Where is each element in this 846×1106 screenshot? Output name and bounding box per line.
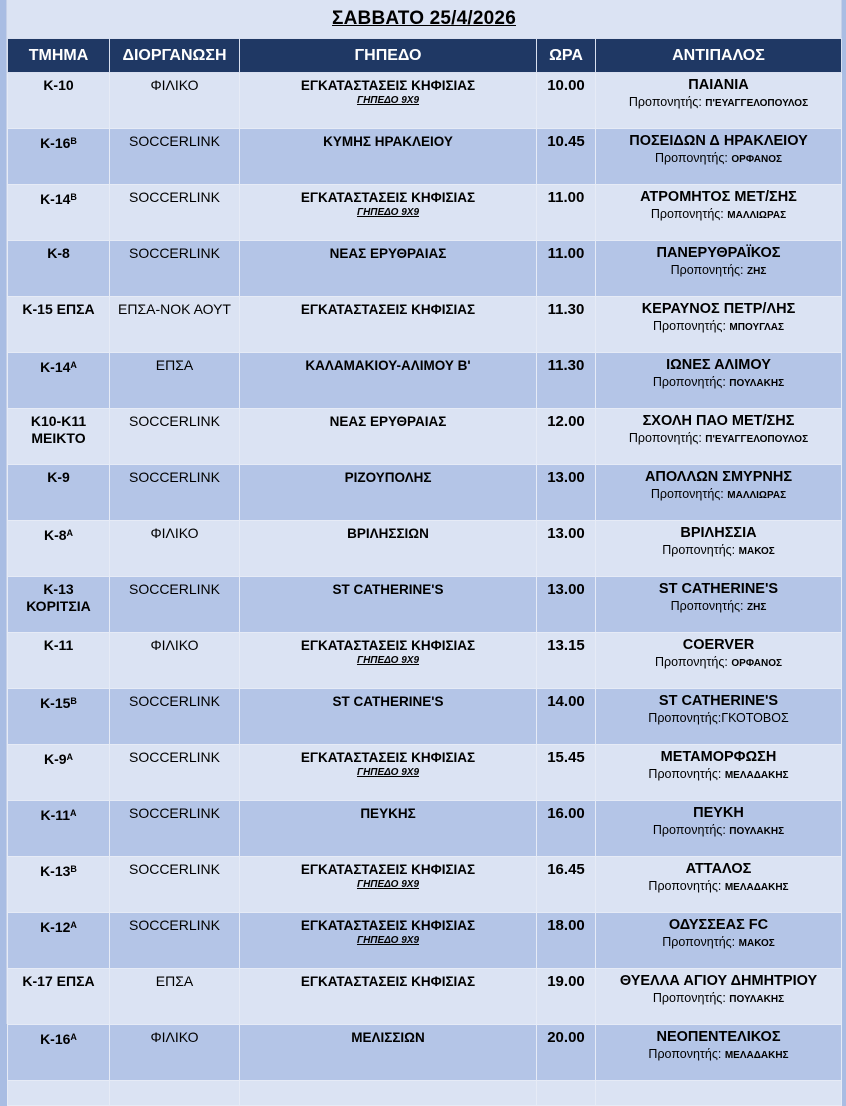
empty-cell <box>240 1081 537 1106</box>
cell-venue <box>240 73 537 129</box>
organization-name: SOCCERLINK <box>128 581 221 597</box>
coach-name: ΜΑΚΟΣ <box>738 938 775 949</box>
venue-name: ΕΓΚΑΤΑΣΤΑΣΕΙΣ ΚΗΦΙΣΙΑΣ <box>300 750 476 765</box>
kickoff-time: 14.00 <box>547 693 585 710</box>
header-venue: ΓΗΠΕΔΟ <box>240 39 537 73</box>
coach-label: Προπονητής: <box>652 823 726 837</box>
cell-venue <box>240 521 537 577</box>
opponent-name: ST CATHERINE'S <box>658 693 779 709</box>
cell-organization <box>110 689 240 745</box>
table-row <box>8 241 842 297</box>
cell-venue <box>240 689 537 745</box>
venue-pitch: ΓΗΠΕΔΟ 9Χ9 <box>356 95 420 106</box>
cell-opponent <box>596 73 842 129</box>
coach-name: ΠΟΥΛΑΚΗΣ <box>729 826 785 837</box>
venue-pitch: ΓΗΠΕΔΟ 9Χ9 <box>356 935 420 946</box>
cell-organization <box>110 745 240 801</box>
cell-time <box>537 857 596 913</box>
cell-team <box>8 185 110 241</box>
cell-organization <box>110 297 240 353</box>
team-name: K-11 <box>43 637 74 653</box>
kickoff-time: 20.00 <box>547 1029 585 1046</box>
empty-cell <box>537 1081 596 1106</box>
opponent-name: ST CATHERINE'S <box>658 581 779 597</box>
venue-pitch: ΓΗΠΕΔΟ 9Χ9 <box>356 879 420 890</box>
cell-venue <box>240 745 537 801</box>
organization-name: SOCCERLINK <box>128 413 221 429</box>
table-row <box>8 73 842 129</box>
cell-opponent <box>596 409 842 465</box>
coach-line <box>598 374 839 392</box>
team-name: K-12 <box>40 919 71 935</box>
table-row <box>8 129 842 185</box>
cell-opponent <box>596 353 842 409</box>
organization-name: SOCCERLINK <box>128 133 221 149</box>
coach-line <box>598 598 839 616</box>
coach-label: Προπονητής: <box>650 207 724 221</box>
table-row <box>8 1025 842 1081</box>
coach-line <box>598 878 839 896</box>
opponent-name: ΠΕΥΚΗ <box>693 805 744 821</box>
table-row <box>8 521 842 577</box>
header-row <box>8 39 842 73</box>
venue-name: ΠΕΥΚΗΣ <box>360 806 416 821</box>
empty-cell <box>8 1081 110 1106</box>
cell-team <box>8 1025 110 1081</box>
team-name-line2: ΜΕΙΚΤΟ <box>31 430 86 446</box>
organization-name: SOCCERLINK <box>128 805 221 821</box>
venue-pitch: ΓΗΠΕΔΟ 9Χ9 <box>356 207 420 218</box>
venue-pitch: ΓΗΠΕΔΟ 9Χ9 <box>356 655 420 666</box>
cell-opponent <box>596 241 842 297</box>
cell-venue <box>240 1025 537 1081</box>
opponent-name: COERVER <box>682 637 755 653</box>
coach-name: Π'ΕΥΑΓΓΕΛΟΠΟΥΛΟΣ <box>705 434 809 445</box>
venue-name: ΕΓΚΑΤΑΣΤΑΣΕΙΣ ΚΗΦΙΣΙΑΣ <box>300 302 476 317</box>
team-variant: B <box>70 136 77 146</box>
team-name: K-13 <box>43 581 74 597</box>
cell-organization <box>110 913 240 969</box>
cell-organization <box>110 241 240 297</box>
cell-time <box>537 353 596 409</box>
opponent-name: ΠΟΣΕΙΔΩΝ Δ ΗΡΑΚΛΕΙΟΥ <box>629 133 808 149</box>
organization-name: ΕΠΣΑ <box>155 357 194 373</box>
coach-label: Προπονητής: <box>670 263 744 277</box>
cell-team <box>8 577 110 633</box>
opponent-name: ΑΤΤΑΛΟΣ <box>685 861 752 877</box>
team-name: K10-K11 <box>30 413 87 429</box>
kickoff-time: 13.00 <box>547 469 585 486</box>
cell-team <box>8 689 110 745</box>
cell-opponent <box>596 633 842 689</box>
opponent-name: ΠΑΙΑΝΙΑ <box>688 77 749 93</box>
coach-label: Προπονητής: <box>652 991 726 1005</box>
coach-name: ΜΕΛΑΔΑΚΗΣ <box>724 770 789 781</box>
cell-time <box>537 297 596 353</box>
venue-name: ΕΓΚΑΤΑΣΤΑΣΕΙΣ ΚΗΦΙΣΙΑΣ <box>300 918 476 933</box>
team-variant: A <box>66 752 74 762</box>
cell-organization <box>110 73 240 129</box>
header-team: ΤΜΗΜΑ <box>8 39 110 73</box>
table-row <box>8 577 842 633</box>
cell-organization <box>110 969 240 1025</box>
cell-organization <box>110 185 240 241</box>
venue-name: ΕΓΚΑΤΑΣΤΑΣΕΙΣ ΚΗΦΙΣΙΑΣ <box>300 974 476 989</box>
organization-name: SOCCERLINK <box>128 917 221 933</box>
coach-label: Προπονητής: <box>628 431 702 445</box>
coach-line <box>598 318 839 336</box>
opponent-name: ΑΤΡΟΜΗΤΟΣ ΜΕΤ/ΣΗΣ <box>640 189 797 205</box>
cell-time <box>537 129 596 185</box>
cell-opponent <box>596 801 842 857</box>
cell-team <box>8 857 110 913</box>
opponent-name: ΚΕΡΑΥΝΟΣ ΠΕΤΡ/ΛΗΣ <box>641 301 796 317</box>
cell-opponent <box>596 689 842 745</box>
coach-line <box>598 206 839 224</box>
team-variant: A <box>70 1032 77 1042</box>
coach-label: Προπονητής: <box>648 1047 722 1061</box>
opponent-name: ΑΠΟΛΛΩΝ ΣΜΥΡΝΗΣ <box>644 469 793 485</box>
team-name: K-14 <box>40 359 71 375</box>
organization-name: ΦΙΛΙΚΟ <box>150 1029 199 1045</box>
coach-line <box>598 934 839 952</box>
opponent-name: ΙΩΝΕΣ ΑΛΙΜΟΥ <box>666 357 771 373</box>
table-row <box>8 409 842 465</box>
venue-name: ΕΓΚΑΤΑΣΤΑΣΕΙΣ ΚΗΦΙΣΙΑΣ <box>300 190 476 205</box>
cell-organization <box>110 633 240 689</box>
header-opponent: ΑΝΤΙΠΑΛΟΣ <box>596 39 842 73</box>
cell-venue <box>240 857 537 913</box>
kickoff-time: 11.00 <box>547 189 585 206</box>
table-row <box>8 185 842 241</box>
table-row <box>8 745 842 801</box>
venue-name: ΕΓΚΑΤΑΣΤΑΣΕΙΣ ΚΗΦΙΣΙΑΣ <box>300 78 476 93</box>
cell-opponent <box>596 745 842 801</box>
cell-organization <box>110 857 240 913</box>
coach-name: ΜΠΟΥΓΛΑΣ <box>729 322 784 333</box>
coach-line <box>598 710 839 727</box>
title-row <box>7 0 841 38</box>
coach-line <box>598 766 839 784</box>
venue-name: ST CATHERINE'S <box>332 694 444 709</box>
cell-venue <box>240 465 537 521</box>
venue-name: ΡΙΖΟΥΠΟΛΗΣ <box>344 470 432 485</box>
organization-name: ΦΙΛΙΚΟ <box>150 77 199 93</box>
coach-label: Προπονητής: <box>652 375 726 389</box>
coach-line <box>598 542 839 560</box>
opponent-name: ΠΑΝΕΡΥΘΡΑΪΚΟΣ <box>656 245 781 261</box>
team-variant: A <box>70 808 77 818</box>
team-name: K-17 ΕΠΣΑ <box>22 973 95 989</box>
team-name: K-16 <box>40 1031 71 1047</box>
cell-organization <box>110 577 240 633</box>
cell-time <box>537 465 596 521</box>
venue-name: ΝΕΑΣ ΕΡΥΘΡΑΙΑΣ <box>329 246 447 261</box>
coach-name: ΖΗΣ <box>747 266 767 277</box>
cell-organization <box>110 521 240 577</box>
kickoff-time: 13.00 <box>547 581 585 598</box>
coach-label: Προπονητής: <box>628 95 702 109</box>
coach-name: ΜΑΛΛΙΩΡΑΣ <box>727 490 787 501</box>
table-body <box>8 73 842 1106</box>
venue-name: ΒΡΙΛΗΣΣΙΩΝ <box>347 526 429 541</box>
cell-time <box>537 913 596 969</box>
kickoff-time: 16.45 <box>547 861 585 878</box>
coach-label: Προπονητής: <box>654 655 728 669</box>
coach-line <box>598 990 839 1008</box>
cell-organization <box>110 409 240 465</box>
cell-team <box>8 745 110 801</box>
cell-time <box>537 801 596 857</box>
coach-name: ΖΗΣ <box>747 602 767 613</box>
team-name: K-10 <box>43 77 74 93</box>
team-name: K-15 <box>40 695 71 711</box>
cell-team <box>8 353 110 409</box>
coach-label: Προπονητής: <box>648 879 722 893</box>
cell-time <box>537 577 596 633</box>
cell-venue <box>240 801 537 857</box>
cell-time <box>537 521 596 577</box>
cell-opponent <box>596 969 842 1025</box>
coach-name: ΠΟΥΛΑΚΗΣ <box>729 378 785 389</box>
cell-venue <box>240 969 537 1025</box>
opponent-name: ΘΥΕΛΛΑ ΑΓΙΟΥ ΔΗΜΗΤΡΙΟΥ <box>619 973 818 989</box>
cell-time <box>537 73 596 129</box>
cell-team <box>8 801 110 857</box>
coach-line <box>598 486 839 504</box>
table-row <box>8 857 842 913</box>
cell-venue <box>240 241 537 297</box>
team-name: K-14 <box>40 191 71 207</box>
coach-line <box>598 654 839 672</box>
empty-row <box>8 1081 842 1106</box>
organization-name: SOCCERLINK <box>128 693 221 709</box>
venue-name: ΚΥΜΗΣ ΗΡΑΚΛΕΙΟΥ <box>323 134 453 149</box>
kickoff-time: 13.15 <box>547 637 585 654</box>
cell-venue <box>240 297 537 353</box>
coach-label: Προπονητής: <box>654 151 728 165</box>
cell-time <box>537 241 596 297</box>
cell-team <box>8 297 110 353</box>
cell-organization <box>110 801 240 857</box>
kickoff-time: 10.00 <box>547 77 585 94</box>
coach-line <box>598 262 839 280</box>
coach-label: Προπονητής: <box>662 935 736 949</box>
coach-line <box>598 94 839 112</box>
cell-venue <box>240 913 537 969</box>
cell-time <box>537 745 596 801</box>
team-name: K-15 ΕΠΣΑ <box>22 301 95 317</box>
team-name: K-16 <box>40 135 71 151</box>
organization-name: SOCCERLINK <box>128 189 221 205</box>
team-name: K-8 <box>47 245 70 261</box>
venue-name: ΕΓΚΑΤΑΣΤΑΣΕΙΣ ΚΗΦΙΣΙΑΣ <box>300 862 476 877</box>
venue-name: ΜΕΛΙΣΣΙΩΝ <box>351 1030 425 1045</box>
coach-name: ΠΟΥΛΑΚΗΣ <box>729 994 785 1005</box>
kickoff-time: 13.00 <box>547 525 585 542</box>
cell-opponent <box>596 297 842 353</box>
kickoff-time: 11.00 <box>547 245 585 262</box>
cell-team <box>8 521 110 577</box>
opponent-name: ΜΕΤΑΜΟΡΦΩΣΗ <box>660 749 777 765</box>
team-variant: B <box>70 864 77 874</box>
kickoff-time: 18.00 <box>547 917 585 934</box>
opponent-name: ΣΧΟΛΗ ΠΑΟ ΜΕΤ/ΣΗΣ <box>642 413 795 429</box>
team-name-line2: ΚΟΡΙΤΣΙΑ <box>26 598 91 614</box>
table-row <box>8 689 842 745</box>
cell-opponent <box>596 465 842 521</box>
table-row <box>8 465 842 521</box>
opponent-name: ΒΡΙΛΗΣΣΙΑ <box>680 525 757 541</box>
coach-line <box>598 822 839 840</box>
cell-organization <box>110 129 240 185</box>
venue-pitch: ΓΗΠΕΔΟ 9Χ9 <box>356 767 420 778</box>
organization-name: SOCCERLINK <box>128 749 221 765</box>
header-organization: ΔΙΟΡΓΑΝΩΣΗ <box>110 39 240 73</box>
venue-name: ΚΑΛΑΜΑΚΙΟΥ-ΑΛΙΜΟΥ Β' <box>305 358 471 373</box>
cell-time <box>537 1025 596 1081</box>
organization-name: SOCCERLINK <box>128 861 221 877</box>
team-name: K-9 <box>47 469 70 485</box>
organization-name: SOCCERLINK <box>128 469 221 485</box>
organization-name: ΦΙΛΙΚΟ <box>150 637 199 653</box>
coach-name: ΜΑΛΛΙΩΡΑΣ <box>727 210 787 221</box>
team-name: K-11 <box>40 807 71 823</box>
cell-time <box>537 689 596 745</box>
cell-team <box>8 241 110 297</box>
coach-name: ΜΕΛΑΔΑΚΗΣ <box>724 1050 789 1061</box>
cell-time <box>537 185 596 241</box>
page-title: ΣΑΒΒΑΤΟ 25/4/2026 <box>332 8 516 29</box>
cell-opponent <box>596 577 842 633</box>
empty-cell <box>110 1081 240 1106</box>
cell-opponent <box>596 913 842 969</box>
schedule-table <box>7 38 842 1106</box>
cell-venue <box>240 129 537 185</box>
cell-team <box>8 633 110 689</box>
organization-name: SOCCERLINK <box>128 245 221 261</box>
cell-team <box>8 409 110 465</box>
team-variant: A <box>70 920 77 930</box>
team-variant: B <box>70 192 77 202</box>
cell-team <box>8 73 110 129</box>
organization-name: ΕΠΣΑ <box>155 973 194 989</box>
kickoff-time: 12.00 <box>547 413 585 430</box>
opponent-name: ΟΔΥΣΣΕΑΣ FC <box>668 917 769 933</box>
coach-label: Προπονητής: <box>662 543 736 557</box>
empty-cell <box>596 1081 842 1106</box>
cell-venue <box>240 409 537 465</box>
coach-name: ΜΕΛΑΔΑΚΗΣ <box>724 882 789 893</box>
coach-line <box>598 1046 839 1064</box>
coach-name: ΟΡΦΑΝΟΣ <box>731 154 782 165</box>
coach-label: Προπονητής: <box>648 711 722 725</box>
team-variant: B <box>70 696 77 706</box>
cell-time <box>537 969 596 1025</box>
coach-label: Προπονητής: <box>670 599 744 613</box>
cell-team <box>8 129 110 185</box>
coach-line <box>598 430 839 448</box>
header-time: ΩΡΑ <box>537 39 596 73</box>
organization-name: ΕΠΣΑ-ΝΟΚ ΑΟΥΤ <box>118 301 231 317</box>
venue-name: ST CATHERINE'S <box>332 582 444 597</box>
coach-line <box>598 150 839 168</box>
venue-name: ΝΕΑΣ ΕΡΥΘΡΑΙΑΣ <box>329 414 447 429</box>
cell-opponent <box>596 129 842 185</box>
kickoff-time: 11.30 <box>547 357 585 374</box>
team-name: K-13 <box>40 863 71 879</box>
cell-opponent <box>596 185 842 241</box>
table-row <box>8 969 842 1025</box>
table-row <box>8 297 842 353</box>
team-name: K-9 <box>43 751 67 767</box>
table-row <box>8 913 842 969</box>
team-name: K-8 <box>43 527 67 543</box>
coach-name: ΟΡΦΑΝΟΣ <box>731 658 782 669</box>
cell-venue <box>240 577 537 633</box>
table-row <box>8 801 842 857</box>
coach-name: ΓΚΟΤΟΒΟΣ <box>721 711 789 725</box>
team-variant: A <box>70 360 77 370</box>
cell-organization <box>110 1025 240 1081</box>
table-row <box>8 633 842 689</box>
table-row <box>8 353 842 409</box>
kickoff-time: 10.45 <box>547 133 585 150</box>
cell-venue <box>240 353 537 409</box>
cell-venue <box>240 185 537 241</box>
kickoff-time: 16.00 <box>547 805 585 822</box>
coach-label: Προπονητής: <box>653 319 726 333</box>
cell-time <box>537 633 596 689</box>
schedule-sheet <box>6 0 842 1061</box>
cell-team <box>8 969 110 1025</box>
cell-team <box>8 913 110 969</box>
cell-venue <box>240 633 537 689</box>
organization-name: ΦΙΛΙΚΟ <box>150 525 199 541</box>
opponent-name: ΝΕΟΠΕΝΤΕΛΙΚΟΣ <box>656 1029 781 1045</box>
kickoff-time: 11.30 <box>547 301 585 318</box>
coach-label: Προπονητής: <box>650 487 724 501</box>
venue-name: ΕΓΚΑΤΑΣΤΑΣΕΙΣ ΚΗΦΙΣΙΑΣ <box>300 638 476 653</box>
cell-opponent <box>596 521 842 577</box>
team-variant: A <box>66 528 74 538</box>
cell-opponent <box>596 857 842 913</box>
kickoff-time: 15.45 <box>547 749 585 766</box>
kickoff-time: 19.00 <box>547 973 585 990</box>
coach-name: Π'ΕΥΑΓΓΕΛΟΠΟΥΛΟΣ <box>705 98 809 109</box>
cell-time <box>537 409 596 465</box>
cell-organization <box>110 353 240 409</box>
cell-opponent <box>596 1025 842 1081</box>
cell-organization <box>110 465 240 521</box>
cell-team <box>8 465 110 521</box>
coach-label: Προπονητής: <box>648 767 722 781</box>
coach-name: ΜΑΚΟΣ <box>738 546 775 557</box>
